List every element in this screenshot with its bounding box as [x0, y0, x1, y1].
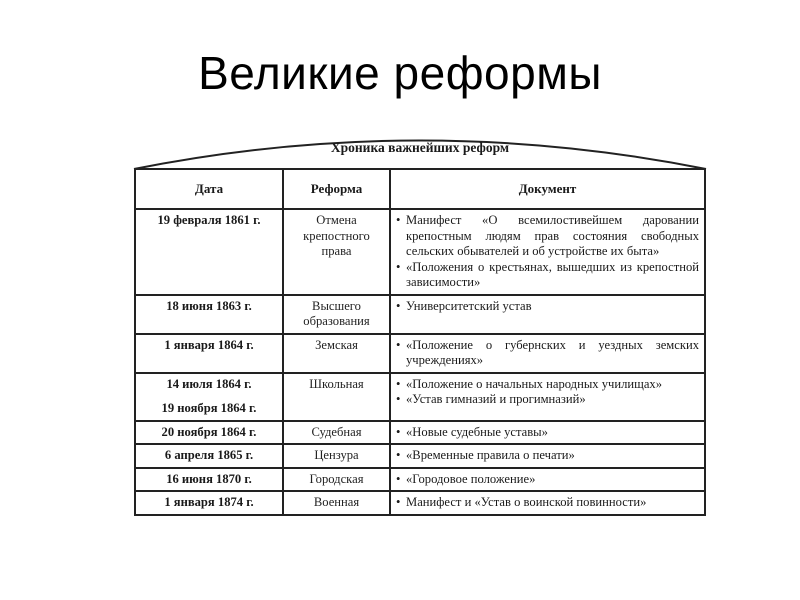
- document-item: • Манифест «О всемилостивейшем даровании крепостным людям прав состояния свободных сельских обывателей и об устройстве их быта»: [396, 213, 699, 260]
- date-cell: [135, 421, 283, 445]
- column-header-date: Дата: [135, 169, 283, 209]
- reform-name: Военная: [283, 491, 390, 515]
- document-cell: [390, 421, 705, 445]
- table-row: [135, 209, 705, 295]
- table-row: [135, 491, 705, 515]
- reform-date: 1 января 1874 г.: [164, 495, 254, 509]
- document-item: • «Положения о крестьянах, вышедших из крепостной зависимости»: [396, 260, 699, 291]
- table-row: [135, 295, 705, 334]
- document-cell: [390, 334, 705, 373]
- column-header-reform: Реформа: [283, 169, 390, 209]
- document-item: • «Временные правила о печати»: [396, 448, 699, 464]
- reform-date: 19 февраля 1861 г.: [157, 213, 261, 227]
- table-row: [135, 444, 705, 468]
- reform-name: Городская: [283, 468, 390, 492]
- reform-name: Судебная: [283, 421, 390, 445]
- reform-name: Земская: [283, 334, 390, 373]
- reform-date: 6 апреля 1865 г.: [164, 448, 254, 462]
- slide-title: Великие реформы: [198, 47, 602, 99]
- date-cell: [135, 491, 283, 515]
- date-cell: [135, 373, 283, 421]
- date-cell: [135, 334, 283, 373]
- date-cell: [135, 444, 283, 468]
- reform-name: Отмена крепостного права: [283, 209, 390, 295]
- reform-date: 19 ноября 1864 г.: [161, 401, 257, 415]
- table-header-row: [135, 169, 705, 209]
- document-item: • «Новые судебные уставы»: [396, 425, 699, 441]
- document-item: • Университетский устав: [396, 299, 699, 315]
- reform-date: 16 июня 1870 г.: [166, 471, 252, 486]
- table-row: [135, 468, 705, 492]
- document-cell: [390, 295, 705, 334]
- date-cell: [135, 209, 283, 295]
- document-cell: [390, 491, 705, 515]
- reform-name: Цензура: [283, 444, 390, 468]
- reforms-table: [134, 168, 706, 516]
- table-caption: Хроника важнейших реформ: [330, 140, 510, 155]
- reform-date: 1 января 1864 г.: [164, 337, 254, 352]
- reform-name: Высшего образования: [283, 295, 390, 334]
- document-item: • «Положение о начальных народных училищах»: [396, 377, 699, 393]
- reform-date: 20 ноября 1864 г.: [161, 424, 257, 439]
- table-row: [135, 334, 705, 373]
- document-cell: [390, 468, 705, 492]
- table-row: [135, 421, 705, 445]
- date-cell: [135, 295, 283, 334]
- document-cell: [390, 373, 705, 421]
- reform-name: Школьная: [283, 373, 390, 421]
- document-item: • «Положение о губернских и уездных земских учреждениях»: [396, 338, 699, 369]
- column-header-document: Документ: [390, 169, 705, 209]
- reforms-chronicle: [130, 120, 710, 560]
- table-row: [135, 373, 705, 421]
- table-body: [135, 209, 705, 515]
- date-cell: [135, 468, 283, 492]
- document-item: • «Устав гимназий и прогимназий»: [396, 392, 699, 408]
- document-item: • «Городовое положение»: [396, 472, 699, 488]
- document-cell: [390, 444, 705, 468]
- reform-date: 18 июня 1863 г.: [166, 298, 252, 313]
- document-item: • Манифест и «Устав о воинской повинности»: [396, 495, 699, 511]
- reform-date: 14 июля 1864 г.: [166, 376, 252, 391]
- document-cell: [390, 209, 705, 295]
